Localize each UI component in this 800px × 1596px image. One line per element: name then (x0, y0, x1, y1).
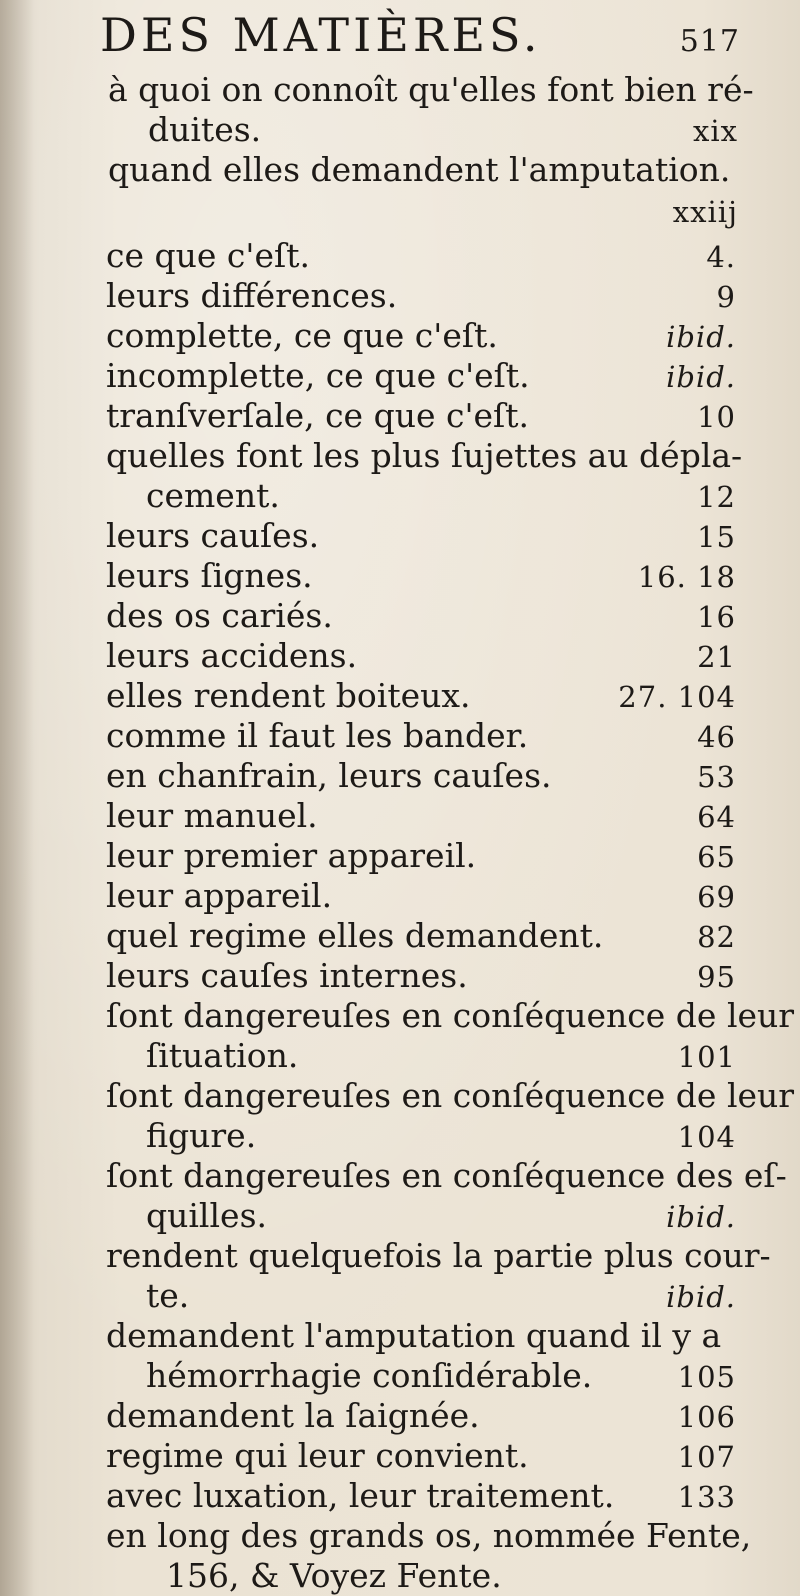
entry-ref: 4. (706, 240, 736, 274)
intro-line-4 (148, 192, 738, 232)
list-item (106, 236, 736, 276)
list-item (146, 1036, 736, 1076)
entry-text: demandent la ſaignée. (106, 1396, 480, 1435)
entry-ref: 104 (677, 1120, 736, 1154)
list-item (106, 556, 736, 596)
list-item: ſont dangereuſes en conſéquence des eſ- (106, 1156, 787, 1195)
entry-text: en chanfrain, leurs cauſes. (106, 756, 552, 795)
running-title: DES MATIÈRES. (100, 8, 542, 62)
list-item (106, 676, 736, 716)
list-item: ſont dangereuſes en conſéquence de leur (106, 996, 795, 1035)
entry-ref: 105 (677, 1360, 736, 1394)
gutter-shadow (0, 0, 34, 1596)
list-item (106, 1436, 736, 1476)
entry-text: leurs différences. (106, 276, 398, 315)
list-item (106, 916, 736, 956)
entry-ref: 107 (677, 1440, 736, 1474)
entry-ref: ibid. (666, 320, 736, 354)
list-item (106, 836, 736, 876)
entry-text: te. (146, 1276, 190, 1315)
list-item (106, 396, 736, 436)
list-item (106, 1476, 736, 1516)
entry-ref: 64 (697, 800, 736, 834)
list-item (146, 1276, 736, 1316)
entry-ref: 69 (697, 880, 736, 914)
list-item (106, 1396, 736, 1436)
entry-ref: ibid. (666, 360, 736, 394)
list-item (106, 636, 736, 676)
list-item: ſont dangereuſes en conſéquence de leur (106, 1076, 795, 1115)
intro-line-2 (148, 110, 738, 150)
entry-text: leur premier appareil. (106, 836, 477, 875)
list-item: demandent l'amputation quand il y a (106, 1316, 722, 1355)
list-item (146, 1116, 736, 1156)
entry-text: leur appareil. (106, 876, 333, 915)
entry-text: des os cariés. (106, 596, 333, 635)
entry-text: incomplette, ce que c'eſt. (106, 356, 530, 395)
list-item (106, 356, 736, 396)
entry-text: avec luxation, leur traitement. (106, 1476, 615, 1515)
entry-text: regime qui leur convient. (106, 1436, 529, 1475)
list-item (106, 956, 736, 996)
entry-text: duites. (148, 110, 262, 149)
entry-text: ſituation. (146, 1036, 299, 1075)
list-item (106, 756, 736, 796)
entry-ref: 9 (716, 280, 736, 314)
entry-text: leurs cauſes internes. (106, 956, 468, 995)
entry-text: comme il faut les bander. (106, 716, 529, 755)
entry-ref: xxiij (672, 195, 738, 229)
entry-text: quel regime elles demandent. (106, 916, 604, 955)
intro-line-1: à quoi on connoît qu'elles font bien ré- (108, 70, 754, 109)
entry-text: leurs accidens. (106, 636, 358, 675)
entry-text: complette, ce que c'eſt. (106, 316, 498, 355)
entry-ref: 106 (677, 1400, 736, 1434)
entry-ref: xix (693, 114, 738, 148)
entry-text: elles rendent boiteux. (106, 676, 471, 715)
entry-text: cement. (146, 476, 280, 515)
intro-line-3: quand elles demandent l'amputation. (108, 150, 731, 189)
entry-ref: 21 (697, 640, 736, 674)
entry-ref: 101 (677, 1040, 736, 1074)
entry-ref: 95 (697, 960, 736, 994)
list-item (106, 516, 736, 556)
entry-text: leurs cauſes. (106, 516, 320, 555)
entry-ref: 16 (697, 600, 736, 634)
entry-ref: 12 (697, 480, 736, 514)
list-item (106, 316, 736, 356)
entry-ref: 27. 104 (618, 680, 736, 714)
page-number: 517 (679, 24, 740, 59)
entry-ref: 16. 18 (637, 560, 736, 594)
list-item (146, 1356, 736, 1396)
entry-ref: 65 (697, 840, 736, 874)
entry-ref: 82 (697, 920, 736, 954)
list-item (106, 596, 736, 636)
entry-text: figure. (146, 1116, 257, 1155)
entry-ref: 46 (697, 720, 736, 754)
entry-ref: 53 (697, 760, 736, 794)
entry-text: quilles. (146, 1196, 267, 1235)
page-header (100, 8, 740, 68)
list-item (146, 1196, 736, 1236)
entry-ref: ibid. (666, 1280, 736, 1314)
list-item (146, 476, 736, 516)
entry-text: ce que c'eſt. (106, 236, 310, 275)
entry-text: leur manuel. (106, 796, 318, 835)
list-item (106, 796, 736, 836)
list-item: rendent quelquefois la partie plus cour- (106, 1236, 771, 1275)
list-item (106, 276, 736, 316)
list-item: 156, & Voyez Fente. (166, 1556, 502, 1595)
entry-ref: 10 (697, 400, 736, 434)
list-item: quelles font les plus ſujettes au dépla- (106, 436, 743, 475)
list-item (106, 876, 736, 916)
entry-ref: 15 (697, 520, 736, 554)
entry-text: hémorrhagie conſidérable. (146, 1356, 593, 1395)
list-item: en long des grands os, nommée Fente, (106, 1516, 752, 1555)
entry-text: tranſverſale, ce que c'eſt. (106, 396, 530, 435)
list-item (106, 716, 736, 756)
entry-ref: ibid. (666, 1200, 736, 1234)
entry-text: leurs ſignes. (106, 556, 313, 595)
entry-ref: 133 (677, 1480, 736, 1514)
